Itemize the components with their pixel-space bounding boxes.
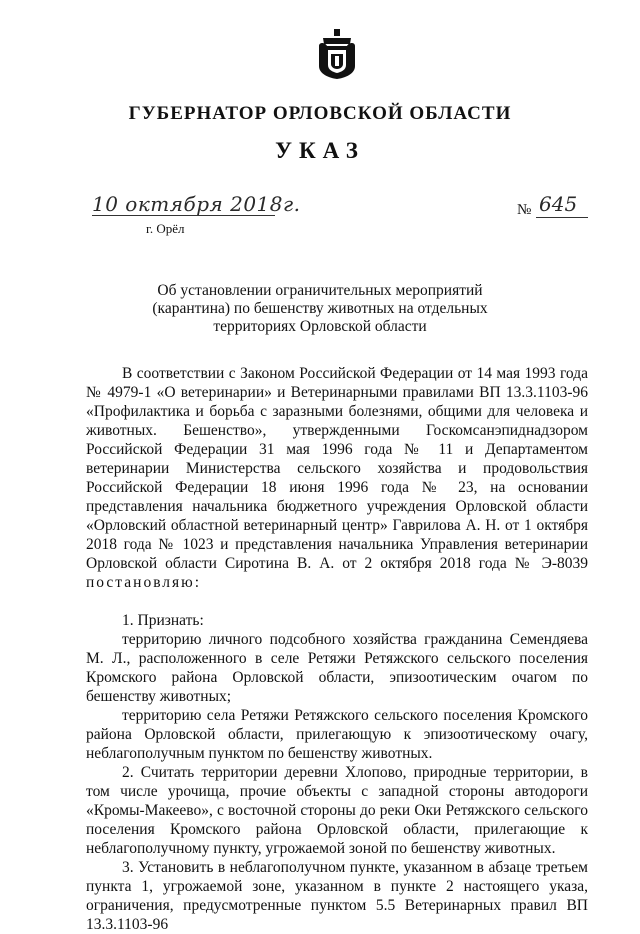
- issuer-title: ГУБЕРНАТОР ОРЛОВСКОЙ ОБЛАСТИ: [128, 103, 512, 124]
- item-1-paragraph-3: территорию села Ретяжи Ретяжского сельского поселения Кромского района Орловской области, прилегающую к эпизоотическому очагу, неблагополучным пунктом по бешенству животных.: [86, 707, 588, 762]
- handwritten-date: 10 октября 2018г.: [92, 192, 301, 216]
- preamble-text: В соответствии с Законом Российской Федерации от 14 мая 1993 года № 4979-1 «О ветеринарии» и Ветеринарными правилами ВП 13.3.1103-96 «Профилактика и борьба с заразными болезнями, общими для человека и животных. Бешенство», утвержденными Госкомсанэпиднадзором Российской Федерации 31 мая 1996 года № 11 и Департаментом ветеринарии Министерства сельского хозяйства и продовольствия Российской Федерации 18 июня 1996 года № 23, на основании представления начальника бюджетного учреждения Орловской области «Орловский областной ветеринарный центр» Гаврилова А. Н. от 1 октября 2018 года № 1023 и представления начальника Управления ветеринарии Орловской области Сиротина В. А. от 2 октября 2018 года № Э-8039: [86, 365, 588, 572]
- item-1-heading: 1. Признать:: [122, 612, 204, 629]
- preamble-paragraph: [86, 364, 588, 592]
- coat-of-arms-icon: [317, 28, 357, 80]
- handwritten-number: 645: [539, 192, 578, 216]
- decree-body: [86, 364, 588, 934]
- item-3-paragraph: 3. Установить в неблагополучном пункте, указанном в абзаце третьем пункта 1, угрожаемой зоне, указанном в пункте 2 настоящего указа, ограничения, предусмотренные пунктом 5.5 Ветеринарных правил ВП 13.3.1103-96: [86, 859, 588, 933]
- preamble-keyword: постановляю:: [86, 574, 202, 591]
- item-1-paragraph-2: территорию личного подсобного хозяйства гражданина Семендяева М. Л., расположенного в селе Ретяжи Ретяжского сельского поселения Кромского района Орловской области, эпизоотическим очагом по бешенству животных;: [86, 631, 588, 705]
- document-type: УКАЗ: [275, 138, 365, 163]
- decree-subject: Об установлении ограничительных мероприятий (карантина) по бешенству животных на отдельных территориях Орловской области: [152, 282, 488, 335]
- item-2-paragraph: 2. Считать территории деревни Хлопово, природные территории, в том числе урочища, прочие объекты с западной стороны автодороги «Кромы-Макеево», с восточной стороны до реки Оки Ретяжского сельского поселения Кромского района Орловской области, прилегающие к неблагополучному пункту, угрожаемой зоной по бешенству животных.: [86, 764, 588, 857]
- number-label: №: [517, 202, 532, 218]
- date-underline: [92, 215, 275, 216]
- city-label: г. Орёл: [146, 221, 185, 236]
- number-underline: [536, 217, 588, 218]
- paragraph-gap: [86, 592, 588, 611]
